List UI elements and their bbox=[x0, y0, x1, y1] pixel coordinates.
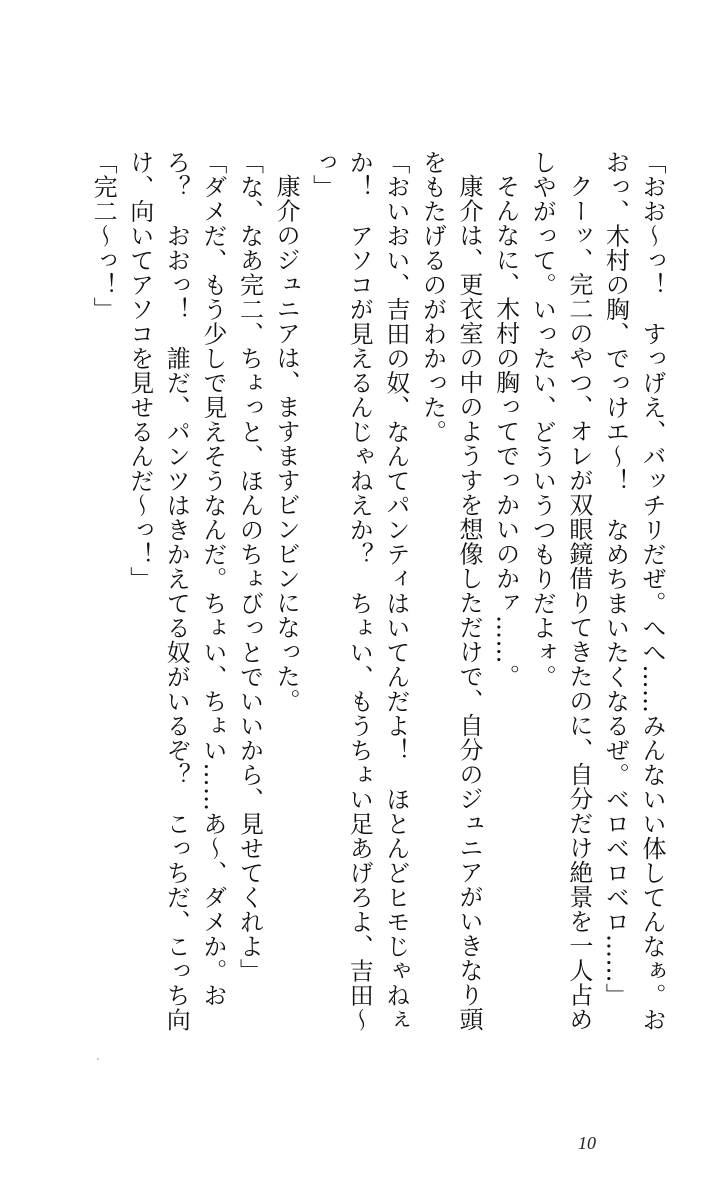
paragraph-dialogue-3: 「な、なあ完二、ちょっと、ほんのちょびっとでいいから、見せてくれよ」 bbox=[235, 150, 264, 983]
paragraph-narration-4: 康介のジュニアは、ますますビンビンになった。 bbox=[272, 174, 301, 713]
scan-speck bbox=[97, 1058, 99, 1060]
paragraph-dialogue-4: 「ダメだ、もう少しで見えそうなんだ。ちょい、ちょい……あ～、ダメか。おろ？ おおっ！ 誰だ、パンツはきかえてる奴がいるぞ？ こっちだ、こっち向け、向いてアソコを見せるんだ～っ！」 bbox=[125, 150, 227, 1032]
paragraph-dialogue-1: 「おお～っ！ すっげえ、バッチリだぜ。へへ……みんないい体してんなぁ。おおっ、木村の胸、でっけエ～！ なめちまいたくなるぜ。ベロベロベロ……」 bbox=[601, 150, 666, 1032]
paragraph-narration-3: 康介は、更衣室の中のようすを想像しただけで、自分のジュニアがいきなり頭をもたげるのがわかった。 bbox=[418, 150, 484, 1032]
paragraph-narration-1: クーッ、完二のやつ、オレが双眼鏡借りてきたのに、自分だけ絶景を一人占めしやがって。いったい、どういうつもりだよォ。 bbox=[528, 150, 593, 1032]
paragraph-narration-2: そんなに、木村の胸ってでっかいのかァ……。 bbox=[491, 174, 520, 689]
vertical-text-body bbox=[85, 150, 671, 1050]
paragraph-dialogue-2: 「おいおい、吉田の奴、なんてパンティはいてんだよ！ ほとんどヒモじゃねぇか！ アソコが見えるんじゃねえか？ ちょい、もうちょい足あげろよ、吉田～っ」 bbox=[308, 150, 410, 1032]
paragraph-dialogue-5: 「完二～っ！」 bbox=[89, 150, 118, 322]
page-number: 10 bbox=[578, 1133, 596, 1153]
